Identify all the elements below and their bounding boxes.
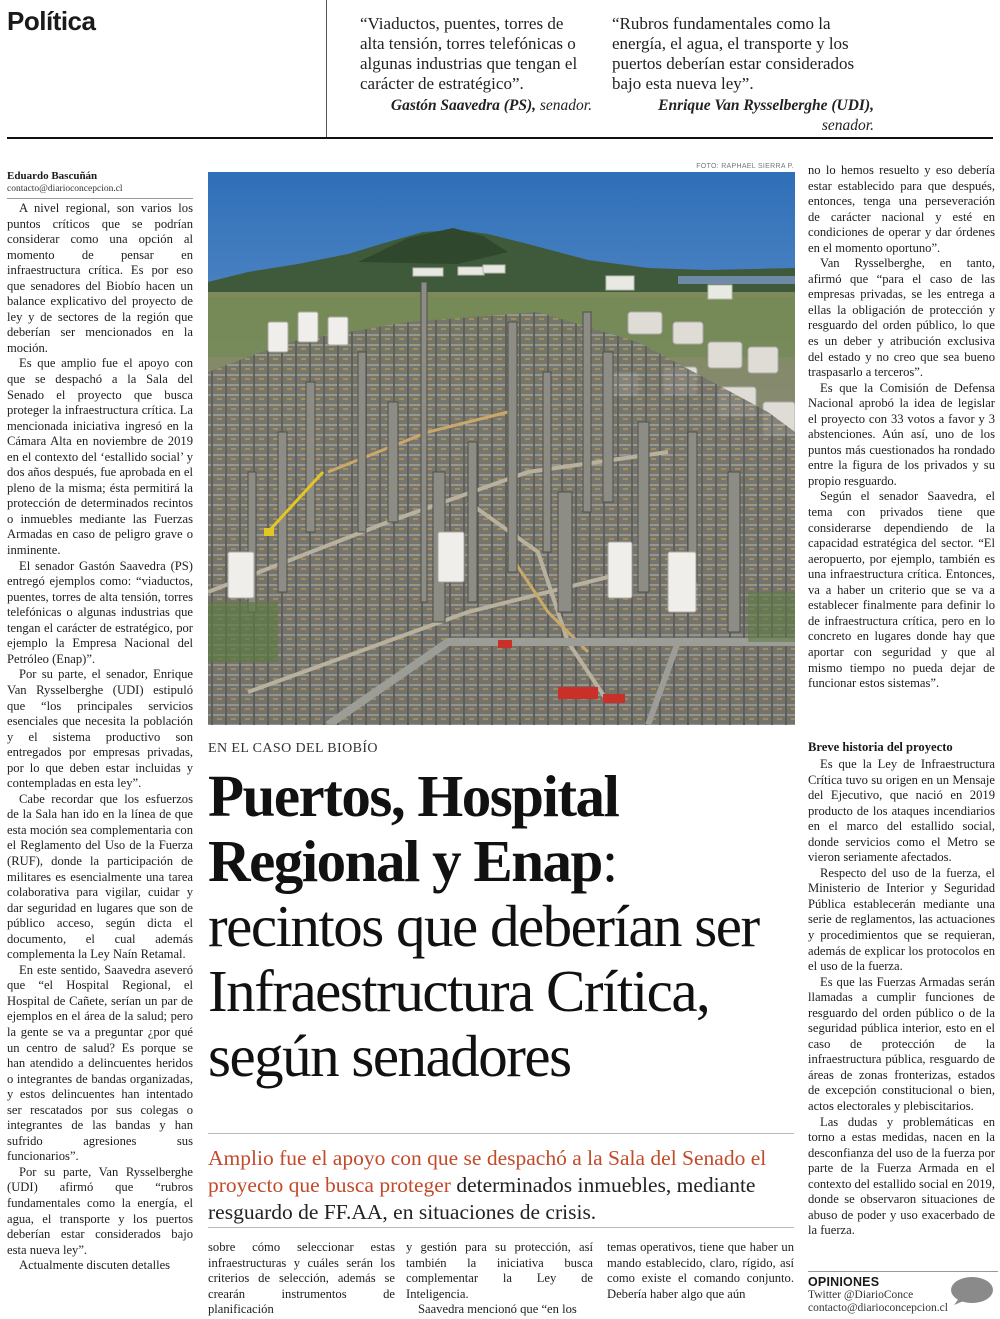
headline-bold-part: Puertos, Hospital Regional y Enap [208,763,619,894]
pull-quote-1-role: senador. [539,97,592,114]
byline-author: Eduardo Bascuñán [7,170,98,182]
article-column-bottom-3 [607,1240,794,1316]
sidebar-box-body [808,757,995,1267]
paragraph: Actualmente discuten detalles [19,1258,171,1273]
speech-bubble-icon [948,1275,994,1309]
article-column-right [808,163,995,728]
byline-rule [7,198,193,199]
paragraph: temas operativos, tiene que haber un mando establecido, claro, rígido, así como existe el comando conjunto. Debería haber algo que aún [607,1240,794,1301]
paragraph: y gestión para su protección, así también la iniciativa busca complementar la Ley de Inteligencia. [406,1240,593,1301]
photo-credit: FOTO: RAPHAEL SIERRA P. [696,163,794,170]
deck-rule-bottom [208,1227,794,1228]
paragraph: Las dudas y problemáticas en torno a estas medidas, nacen en la desconfianza del uso de la fuerza por parte de la Fuerza Armada en el contexto del estallido social en 2019, donde se observaron situaciones de abuso de poder y uso exacerbado de la fuerza. [808,1114,995,1238]
byline [7,170,193,199]
paragraph: Es que las Fuerzas Armadas serán llamadas a cumplir funciones de resguardo del orden público o de la seguridad pública interior, esto en el caso de protección de la infraestructura pública, resguardo de áreas de zonas fronterizas, estados de excepción constitucional o bien, actos electorales y plebiscitarios. [808,974,995,1114]
headline-regular-part: recintos que deberían ser Infraestructura Crítica, según senadores [208,893,759,1089]
section-title: Política [7,6,96,36]
article-column-left [7,201,193,1313]
deck-accent-text: Amplio fue el apoyo con que se despachó a la Sala del Senado el proyecto que busca proteger [208,1146,767,1197]
pull-quote-1-attribution [360,96,592,116]
opinions-twitter[interactable]: Twitter @DiarioConce [808,1289,914,1301]
deck-rule-top [208,1133,794,1134]
paragraph: no lo hemos resuelto y eso debería estar establecido para que después, entonces, tenga una perseveración de carácter nacional y esté en condiciones de operar y dar órdenes en el momento oportuno”. [808,163,995,255]
paragraph: Cabe recordar que los esfuerzos de la Sala han ido en la línea de que esta moción sea complementaria con el Reglamento del Uso de la Fuerza (RUF), donde la participación de militares es esencialmente una tarea colaborativa para vigilar, cuidar y dar seguridad en lugares que son de público acceso, según dicta el documento, el cual además complementa la Ley Naín Retamal. [7,791,193,962]
article-column-bottom-2 [406,1240,593,1316]
paragraph: Es que la Comisión de Defensa Nacional aprobó la idea de legislar el proyecto con 33 votos a favor y 3 abstenciones. Aún así, uno de los puntos más cuestionados ha rondado entre la figura de los privados y su propio resguardo. [808,380,995,488]
byline-email[interactable]: contacto@diarioconcepcion.cl [7,184,123,194]
article-column-bottom-1 [208,1240,395,1316]
pull-quote-2-text: “Rubros fundamentales como la energía, el agua, el transporte y los puertos deberían estar considerados bajo esta nueva ley”. [612,14,855,93]
paragraph: Según el senador Saavedra, el tema con privados tiene que considerarse dependiendo de la capacidad estratégica del sector. “El aeropuerto, por ejemplo, también es una infraestructura crítica. Entonces, va a haber un criterio que se va a establecer finalmente para definir lo de infraestructura crítica, pero en lo concreto en lugares donde hay que aportar con seguridad y que al mismo tiempo no pueda dejar de funcionar estos sistemas”. [808,489,995,691]
deck-rest-text: determinados inmuebles, mediante resguardo de FF.AA, en situaciones de crisis. [208,1173,756,1224]
paragraph: Es que amplio fue el apoyo con que se despachó a la Sala del Senado el proyecto que busca proteger la infraestructura crítica. La mencionada iniciativa ingresó en la Cámara Alta en noviembre de 2019 en el contexto del ‘estallido social’ y dos años después, fue aprobada en el pleno de la misma; ésta permitirá la protección de determinados recintos o inmuebles mediante las Fuerzas Armadas en caso de peligro grave o inminente. [7,356,193,558]
pull-quote-1 [360,14,592,116]
paragraph: A nivel regional, son varios los puntos críticos que se podrían considerar como una opción al momento de pensar en infraestructura crítica. Es por eso que senadores del Biobío hacen un balance explicativo del proyecto de ley y de sectores de la región que deberían ser mencionados en la moción. [7,201,193,355]
article-deck [208,1145,798,1226]
header-separator [326,0,327,137]
opinions-rule [808,1271,998,1272]
opinions-title: OPINIONES [808,1275,880,1289]
pull-quote-1-name: Gastón Saavedra (PS), [390,97,537,114]
headline-colon: : [601,828,617,894]
pull-quote-2-attribution [612,96,874,136]
paragraph: Por su parte, el senador, Enrique Van Rysselberghe (UDI) estipuló que “los principales servicios esenciales que necesita la población y el sistema productivo son entregados por empresas privadas, por lo que deben estar incluidas y contempladas en esta ley”. [7,667,193,791]
pull-quote-2-name: Enrique Van Rysselberghe (UDI), [658,97,874,114]
pull-quote-2 [612,14,874,136]
header-rule [7,137,993,139]
pull-quote-1-text: “Viaductos, puentes, torres de alta tensión, torres telefónicas o algunas industrias que tengan el carácter de estratégico”. [360,14,578,93]
paragraph: Respecto del uso de la fuerza, el Ministerio de Interior y Seguridad Pública establecerán mediante una serie de reglamentos, las actuaciones y procedimientos que se requieran, además de explicar los protocolos en el uso de la fuerza. [808,865,995,974]
paragraph: Es que la Ley de Infraestructura Crítica tuvo su origen en un Mensaje del Ejecutivo, que nació en 2019 producto de los ataques incendiarios en el marco del estallido social, donde servicios como el Metro se vieron seriamente afectados. [808,757,995,865]
paragraph: Por su parte, Van Rysselberghe (UDI) afirmó que “rubros fundamentales como la energía, el agua, el transporte y los puertos deberían estar considerados bajo esta nueva ley”. [7,1164,193,1257]
refinery-aerial-photo [208,172,795,725]
article-headline [208,764,798,1089]
paragraph: En este sentido, Saavedra aseveró que “el Hospital Regional, el Hospital de Cañete, serían un par de ejemplos en el área de la salud; pero la gente se va a preguntar ¿por qué un centro de salud? Es porque se han atendido a delincuentes heridos o integrantes de bandas organizadas, y estos delincuentes han intentado ser rescatados por sus colegas o integrantes de las bandas y han sufrido agresiones sus funcionarios”. [7,962,193,1164]
pull-quote-2-role: senador. [821,117,874,134]
paragraph: El senador Gastón Saavedra (PS) entregó ejemplos como: “viaductos, puentes, torres de alta tensión, torres telefónicas o algunas industrias que tengan el carácter de estratégico, por ejemplo la Empresa Nacional del Petróleo (Enap)”. [7,558,193,666]
sidebar-box-title: Breve historia del proyecto [808,740,953,754]
article-kicker: EN EL CASO DEL BIOBÍO [208,741,378,756]
opinions-email[interactable]: contacto@diarioconcepcion.cl [808,1302,948,1314]
paragraph: Van Rysselberghe, en tanto, afirmó que “para el caso de las empresas privadas, se les entrega a ellas la obligación de protección y resguardo del orden público, lo que es un deber y atribución exclusiva del estado y no creo que sea bueno traspasarlo a terceros”. [808,256,995,380]
paragraph: sobre cómo seleccionar estas infraestructuras y cuáles serán los criterios de selección, además se crearán instrumentos de planificación [208,1240,395,1316]
paragraph: Saavedra mencionó que “en los [418,1302,577,1316]
